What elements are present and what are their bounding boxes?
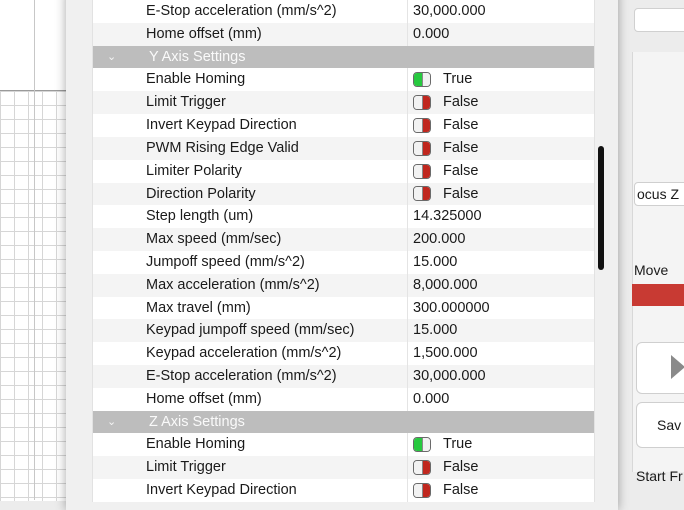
toggle-off-icon[interactable] — [413, 483, 431, 498]
column-separator — [407, 433, 408, 456]
setting-row[interactable] — [93, 23, 594, 46]
setting-row[interactable] — [93, 183, 594, 206]
setting-value[interactable] — [413, 228, 465, 251]
machine-settings-dialog — [66, 0, 618, 510]
setting-name: Enable Homing — [146, 436, 246, 453]
setting-row[interactable] — [93, 160, 594, 183]
settings-table — [92, 0, 595, 502]
toggle-off-icon[interactable] — [413, 164, 431, 179]
setting-name: E-Stop acceleration (mm/s^2) — [146, 368, 337, 384]
column-separator — [407, 23, 408, 46]
setting-name: PWM Rising Edge Valid — [146, 139, 299, 156]
setting-name: Max travel (mm) — [146, 299, 251, 316]
setting-row[interactable] — [93, 342, 594, 365]
setting-name: Home offset (mm) — [146, 390, 262, 407]
setting-name: Enable Homing — [146, 71, 246, 88]
column-separator — [407, 160, 408, 183]
setting-row[interactable] — [93, 68, 594, 91]
setting-name: Jumpoff speed (mm/s^2) — [146, 253, 305, 270]
setting-value[interactable] — [413, 205, 482, 228]
setting-value[interactable] — [413, 297, 490, 320]
setting-value[interactable] — [413, 365, 486, 388]
group-title: Y Axis Settings — [149, 48, 246, 65]
setting-row[interactable] — [93, 251, 594, 274]
column-separator — [407, 114, 408, 137]
setting-name: Invert Keypad Direction — [146, 482, 297, 499]
column-separator — [407, 297, 408, 320]
setting-name: Step length (um) — [146, 208, 254, 225]
setting-row[interactable] — [93, 479, 594, 502]
setting-value[interactable] — [413, 23, 449, 46]
play-button[interactable] — [636, 342, 684, 394]
setting-name: Invert Keypad Direction — [146, 117, 297, 134]
toggle-off-icon[interactable] — [413, 118, 431, 133]
play-icon — [671, 355, 684, 379]
column-separator — [407, 456, 408, 479]
setting-row[interactable] — [93, 456, 594, 479]
setting-name: Max speed (mm/sec) — [146, 231, 282, 248]
group-title: Z Axis Settings — [149, 413, 245, 430]
setting-name: Limiter Polarity — [146, 162, 242, 179]
column-separator — [407, 0, 408, 23]
canvas-ruler-line — [34, 0, 35, 500]
setting-value[interactable] — [413, 433, 472, 456]
setting-row[interactable] — [93, 114, 594, 137]
background-side-panel — [618, 0, 684, 500]
toggle-off-icon[interactable] — [413, 95, 431, 110]
setting-name: Keypad acceleration (mm/s^2) — [146, 345, 342, 362]
setting-value[interactable] — [413, 114, 478, 137]
setting-row[interactable] — [93, 433, 594, 456]
column-separator — [407, 479, 408, 502]
move-label: Move — [634, 262, 669, 278]
setting-value-text: False — [443, 139, 479, 156]
setting-row[interactable] — [93, 0, 594, 23]
setting-row[interactable] — [93, 274, 594, 297]
chevron-down-icon[interactable]: ⌄ — [107, 415, 117, 428]
setting-value-text: 200.000 — [413, 231, 466, 248]
setting-name: E-Stop acceleration (mm/s^2) — [146, 3, 337, 19]
column-separator — [407, 274, 408, 297]
setting-name: Limit Trigger — [146, 459, 226, 476]
setting-value-text: 14.325000 — [413, 208, 482, 225]
toggle-off-icon[interactable] — [413, 186, 431, 201]
column-separator — [407, 388, 408, 411]
setting-value[interactable] — [413, 456, 478, 479]
column-separator — [407, 228, 408, 251]
setting-row[interactable] — [93, 205, 594, 228]
setting-value-text: False — [443, 117, 479, 134]
setting-value-text: 1,500.000 — [413, 345, 478, 362]
setting-name: Direction Polarity — [146, 185, 256, 202]
setting-value[interactable] — [413, 251, 457, 274]
group-header-y-axis[interactable] — [93, 46, 594, 69]
side-panel-input[interactable] — [634, 8, 684, 32]
setting-value[interactable] — [413, 137, 478, 160]
setting-value-text: False — [443, 459, 479, 476]
move-slider-bar[interactable] — [632, 284, 684, 306]
setting-value-text: True — [443, 71, 473, 88]
setting-value-text: 30,000.000 — [413, 3, 486, 19]
setting-row[interactable] — [93, 388, 594, 411]
setting-value-text: False — [443, 162, 479, 179]
toggle-off-icon[interactable] — [413, 460, 431, 475]
setting-name: Max acceleration (mm/s^2) — [146, 276, 320, 293]
setting-value[interactable] — [413, 342, 478, 365]
column-separator — [407, 68, 408, 91]
start-from-label: Start Fr — [636, 468, 683, 484]
setting-value[interactable] — [413, 479, 478, 502]
toggle-off-icon[interactable] — [413, 141, 431, 156]
setting-row[interactable] — [93, 137, 594, 160]
setting-row[interactable] — [93, 319, 594, 342]
column-separator — [407, 342, 408, 365]
setting-value-text: 30,000.000 — [413, 368, 486, 384]
setting-name: Keypad jumpoff speed (mm/sec) — [146, 322, 355, 339]
setting-value[interactable] — [413, 91, 478, 114]
setting-value-text: 8,000.000 — [413, 276, 478, 293]
setting-row[interactable] — [93, 91, 594, 114]
toggle-on-icon[interactable] — [413, 72, 431, 87]
setting-value-text: 15.000 — [413, 253, 458, 270]
setting-value-text: True — [443, 436, 473, 453]
setting-value-text: False — [443, 482, 479, 499]
setting-value-text: 300.000000 — [413, 299, 490, 316]
setting-row[interactable] — [93, 297, 594, 320]
setting-value-text: 0.000 — [413, 390, 450, 407]
setting-value[interactable] — [413, 160, 478, 183]
dialog-scrollbar[interactable] — [598, 146, 604, 270]
setting-value[interactable] — [413, 68, 472, 91]
setting-value-text: False — [443, 94, 479, 111]
save-button[interactable]: Sav — [636, 402, 684, 448]
setting-value[interactable] — [413, 388, 449, 411]
column-separator — [407, 365, 408, 388]
setting-name: Home offset (mm) — [146, 25, 262, 42]
focus-z-field[interactable]: ocus Z — [634, 182, 684, 206]
column-separator — [407, 251, 408, 274]
setting-row[interactable] — [93, 228, 594, 251]
setting-value-text: 0.000 — [413, 25, 450, 42]
setting-name: Limit Trigger — [146, 94, 226, 111]
setting-row[interactable] — [93, 365, 594, 388]
group-header-z-axis[interactable] — [93, 411, 594, 434]
setting-value[interactable] — [413, 319, 457, 342]
toggle-on-icon[interactable] — [413, 437, 431, 452]
setting-value[interactable] — [413, 183, 478, 206]
setting-value-text: 15.000 — [413, 322, 458, 339]
setting-value[interactable] — [413, 274, 478, 297]
column-separator — [407, 319, 408, 342]
chevron-down-icon[interactable]: ⌄ — [107, 50, 117, 63]
setting-value-text: False — [443, 185, 479, 202]
column-separator — [407, 205, 408, 228]
column-separator — [407, 137, 408, 160]
setting-value[interactable] — [413, 0, 486, 23]
column-separator — [407, 183, 408, 206]
column-separator — [407, 91, 408, 114]
